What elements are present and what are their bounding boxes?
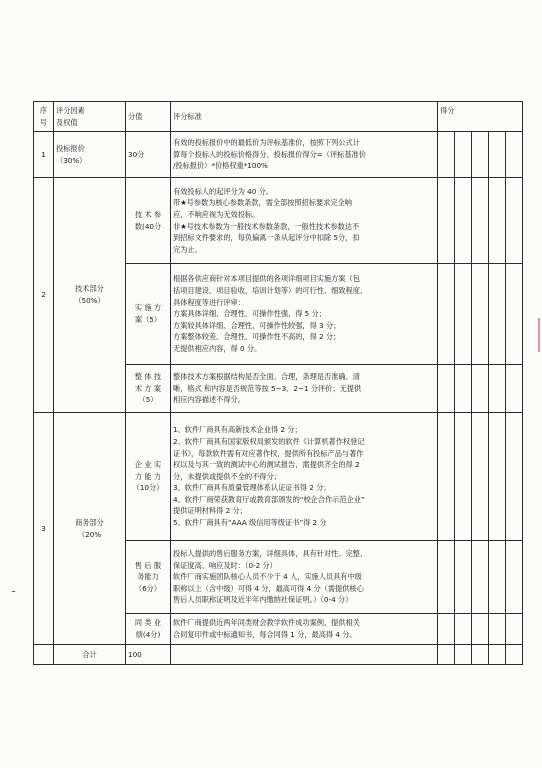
- result-cell: [489, 614, 506, 645]
- scan-speck: [12, 591, 15, 592]
- result-cell: [472, 264, 489, 365]
- result-cell: [472, 614, 489, 645]
- total-row: [34, 645, 523, 665]
- total-standard-cell: [171, 645, 438, 665]
- scoring-table: [33, 101, 523, 665]
- result-cell: [506, 264, 523, 365]
- result-cell: [489, 645, 506, 665]
- header-seq: 序 号: [34, 102, 54, 132]
- total-seq-cell: [34, 645, 54, 665]
- red-margin-mark: [538, 318, 540, 352]
- result-cell: [489, 413, 506, 541]
- result-cell: [455, 614, 472, 645]
- result-cell: [455, 178, 472, 264]
- result-cell: [438, 413, 455, 541]
- result-cell: [506, 614, 523, 645]
- result-cell: [455, 132, 472, 178]
- result-cell: [438, 365, 455, 413]
- result-cell: [506, 365, 523, 413]
- table-row: [34, 132, 523, 178]
- result-cell: [438, 645, 455, 665]
- result-cell: [472, 365, 489, 413]
- result-cell: [472, 178, 489, 264]
- header-factor: 评分因素 及权值: [54, 102, 126, 132]
- row-seq: 1: [34, 132, 54, 178]
- table-row: [34, 413, 523, 541]
- table-row: [34, 178, 523, 264]
- standard-cell: 投标人提供的售后服务方案，详细具体，具有针对性、完整、 保证度高、响应及时：（0-2 分） 软件厂商实施团队核心人员不少于 4 人，实施人员具有中级 职称以上（含中级）可得 4 分，最高可得 4 分（需提供核心 售后人员职称证明及近半年内缴纳社保证明。）（0-4 分）: [171, 541, 438, 614]
- result-cell: [472, 541, 489, 614]
- result-cell: [438, 132, 455, 178]
- result-cell: [489, 541, 506, 614]
- row-seq: 3: [34, 413, 54, 645]
- sub-factor-cell: 同 类 业 绩(4分): [126, 614, 171, 645]
- total-label: 合计: [54, 645, 126, 665]
- result-cell: [506, 541, 523, 614]
- sub-factor-cell: 企 业 实 力 能 力 （10分）: [126, 413, 171, 541]
- result-cell: [455, 541, 472, 614]
- standard-cell: 有效的投标报价中的最低价为评标基准价，按照下列公式计 算每个投标人的投标价格得分。投标报价得分=（评标基准价 /投标报价）*价格权重*100%: [171, 132, 438, 178]
- factor-cell: 商务部分 （20%: [54, 413, 126, 645]
- sub-factor-cell: 整 体 技 术 方 案 （5）: [126, 365, 171, 413]
- result-cell: [506, 413, 523, 541]
- standard-cell: 有效投标人的起评分为 40 分。 带★号参数为核心参数条款，需全部按照招标要求完全响 应，不响应视为无效投标。 非★号技术参数为一般技术参数条款，一般性技术参数达不 到招标文件要求的，每负偏离一条从起评分中扣除 5分，扣 完为止。: [171, 178, 438, 264]
- sub-factor-cell: 售 后 服 务能力 （6分）: [126, 541, 171, 614]
- result-cell: [438, 541, 455, 614]
- sub-factor-cell: 技 术 参 数(40分: [126, 178, 171, 264]
- factor-cell: 投标报价 （30%）: [54, 132, 126, 178]
- header-result: 得分: [438, 102, 523, 132]
- header-standard: 评分标准: [171, 102, 438, 132]
- result-cell: [489, 264, 506, 365]
- result-cell: [489, 365, 506, 413]
- result-cell: [506, 645, 523, 665]
- result-cell: [489, 178, 506, 264]
- result-cell: [455, 365, 472, 413]
- result-cell: [455, 413, 472, 541]
- sub-factor-cell: 实 施 方 案（5）: [126, 264, 171, 365]
- result-cell: [438, 264, 455, 365]
- standard-cell: 软件厂商提供近两年同类财会教学软件成功案例，提供相关 合同复印件或中标通知书，每合同得 1 分，最高得 4 分。: [171, 614, 438, 645]
- standard-cell: 整体技术方案根据结构是否全面、合理，条理是否准确、清 晰，格式 和内容是否规范等按 5~3、2~1 分评价；无提供 相应内容描述不得分。: [171, 365, 438, 413]
- result-cell: [455, 264, 472, 365]
- result-cell: [472, 413, 489, 541]
- standard-cell: 1、软件厂商具有高新技术企业得 2 分； 2、软件厂商具有国家版权局颁发的软件《计算机著作权登记 证书》，每款软件需有对应著作权，提供所有投标产品与著作 权以及与其一致的测试中心的测试报告，需提供齐全的得 2 分，未提供或提供不全的不得分； 3、软件厂商具有质量管理体系认证证书得 2 分； 4、软件厂商荣获教育厅或教育部颁发的“校企合作示范企业” 提供证明材料得 2 分； 5、软件厂商具有“AAA 级信用等级证书”得 2 分: [171, 413, 438, 541]
- result-cell: [438, 614, 455, 645]
- result-cell: [506, 132, 523, 178]
- result-cell: [455, 645, 472, 665]
- factor-cell: 技术部分 （50%）: [54, 178, 126, 413]
- header-score: 分值: [126, 102, 171, 132]
- standard-cell: 根据各供应商针对本项目提供的各项详细项目实施方案（包 括项目建设、项目验收、培训计划等）的可行性、细致程度、 具体程度等进行评审： 方案具体详细、合理性、可操作性强，得 5 分； 方案较具体详细、合理性、可操作性较强，得 3 分； 方案整体较差、合理性、可操作性不高的，得 2 分； 无提供相应内容，得 0 分。: [171, 264, 438, 365]
- row-seq: 2: [34, 178, 54, 413]
- result-cell: [472, 132, 489, 178]
- result-cell: [489, 132, 506, 178]
- table-header-row: [34, 102, 523, 132]
- score-cell: 30分: [126, 132, 171, 178]
- total-score: 100: [126, 645, 171, 665]
- result-cell: [438, 178, 455, 264]
- result-cell: [472, 645, 489, 665]
- result-cell: [506, 178, 523, 264]
